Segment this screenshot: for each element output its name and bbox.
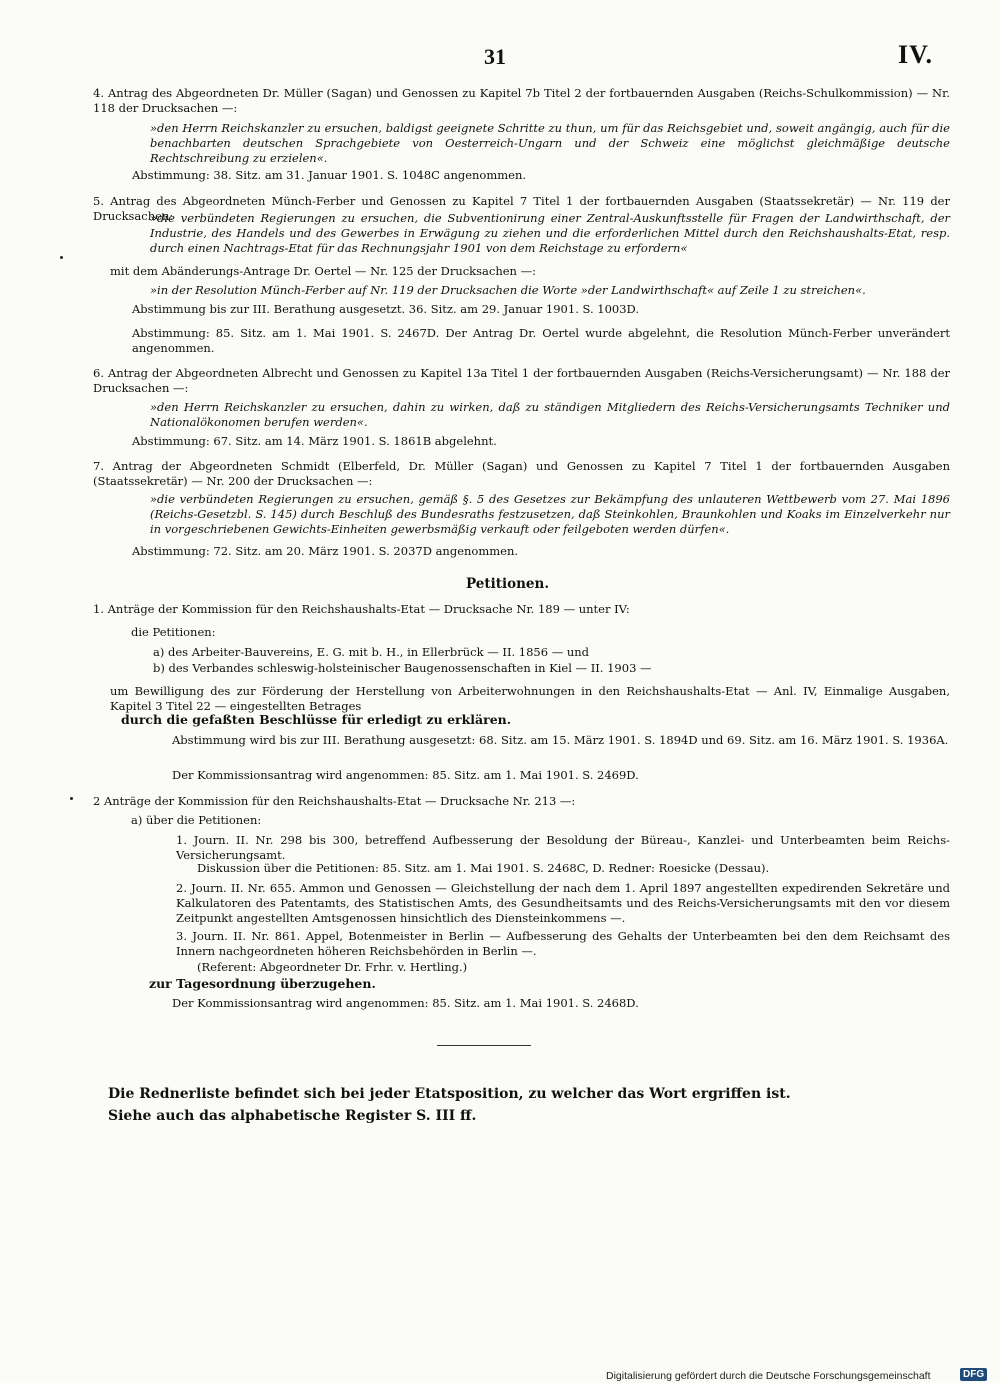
item-4-heading: 4. Antrag des Abgeordneten Dr. Müller (Sagan) und Genossen zu Kapitel 7b Titel 2 der fortbauernden Ausgaben (Reichs-Schulkommission) — Nr. 118 der Drucksachen —: — [93, 86, 950, 115]
item-5-vote-1: Abstimmung bis zur III. Berathung ausgesetzt. 36. Sitz. am 29. Januar 1901. S. 1003D. — [132, 302, 640, 316]
item-6-heading: 6. Antrag der Abgeordneten Albrecht und Genossen zu Kapitel 13a Titel 1 der fortbauernden Ausgaben (Reichs-Versicherungsamt) — Nr. 188 der Drucksachen —: — [93, 366, 950, 395]
petition-2-vote: Der Kommissionsantrag wird angenommen: 85. Sitz. am 1. Mai 1901. S. 2468D. — [172, 996, 639, 1010]
petition-1-vote-1: Abstimmung wird bis zur III. Berathung ausgesetzt: 68. Sitz. am 15. März 1901. S. 1894D und 69. Sitz. am 16. März 1901. S. 1936A. — [172, 733, 949, 747]
petition-1-vote-2: Der Kommissionsantrag wird angenommen: 85. Sitz. am 1. Mai 1901. S. 2469D. — [172, 768, 639, 782]
section-number: IV. — [898, 40, 934, 69]
item-7-heading: 7. Antrag der Abgeordneten Schmidt (Elberfeld, Dr. Müller (Sagan) und Genossen zu Kapitel 7 Titel 1 der fortbauernden Ausgaben (Staatssekretär) — Nr. 200 der Drucksachen —: — [93, 459, 950, 488]
item-5-amendment-quote: »in der Resolution Münch-Ferber auf Nr. 119 der Drucksachen die Worte »der Landwirthschaft« auf Zeile 1 zu streichen«. — [150, 283, 866, 297]
petition-2-intro: a) über die Petitionen: — [131, 813, 262, 827]
petition-1-heading: 1. Anträge der Kommission für den Reichshaushalts-Etat — Drucksache Nr. 189 — unter IV: — [93, 602, 630, 616]
petition-2-decision: zur Tagesordnung überzugehen. — [149, 976, 376, 991]
item-4-vote: Abstimmung: 38. Sitz. am 31. Januar 1901. S. 1048C angenommen. — [132, 168, 527, 182]
petition-2-entry-3-referent: (Referent: Abgeordneter Dr. Frhr. v. Hertling.) — [197, 960, 468, 974]
margin-mark — [70, 797, 73, 800]
petition-2-entry-1-discussion: Diskussion über die Petitionen: 85. Sitz. am 1. Mai 1901. S. 2468C, D. Redner: Roesicke (Dessau). — [197, 861, 770, 875]
section-divider — [437, 1045, 531, 1046]
digitization-credit: Digitalisierung gefördert durch die Deutsche Forschungsgemeinschaft — [606, 1370, 931, 1382]
dfg-logo: DFG — [960, 1368, 987, 1381]
petition-2-entry-2: 2. Journ. II. Nr. 655. Ammon und Genossen — Gleichstellung der nach dem 1. April 1897 angestellten expedirenden Sekretäre und Kalkulatoren des Patentamts, des Statistischen Amts, des Gesundheitsamts und des Reichs-Versicherungsamts mit den vor diesem Zeitpunkt angestellten Amtsgenossen hinsichtlich des Diensteinkommens —. — [176, 881, 950, 925]
item-7-vote: Abstimmung: 72. Sitz. am 20. März 1901. S. 2037D angenommen. — [132, 544, 519, 558]
petition-1-text: um Bewilligung des zur Förderung der Herstellung von Arbeiterwohnungen in den Reichshaushalts-Etat — Anl. IV, Einmalige Ausgaben, Kapitel 3 Titel 22 — eingestellten Betrages — [110, 684, 950, 713]
item-6-quote: »den Herrn Reichskanzler zu ersuchen, dahin zu wirken, daß zu ständigen Mitgliedern des Reichs-Versicherungsamts Techniker und Nationalökonomen berufen werden«. — [150, 400, 950, 429]
item-7-quote: »die verbündeten Regierungen zu ersuchen, gemäß §. 5 des Gesetzes zur Bekämpfung des unlauteren Wettbewerb vom 27. Mai 1896 (Reichs-Gesetzbl. S. 145) durch Beschluß des Bundesraths festzusetzen, daß Steinkohlen, Braunkohlen und Koaks im Einzelverkehr nur in vorgeschriebenen Gewichts-Einheiten gewerbsmäßig verkauft oder feilgeboten werden dürfen«. — [150, 492, 950, 536]
petition-2-entry-3: 3. Journ. II. Nr. 861. Appel, Botenmeister in Berlin — Aufbesserung des Gehalts der Unterbeamten bei den dem Reichsamt des Innern nachgeordneten höheren Reichsbehörden in Berlin —. — [176, 929, 950, 958]
petition-2-heading: 2 Anträge der Kommission für den Reichshaushalts-Etat — Drucksache Nr. 213 —: — [93, 794, 576, 808]
item-5-vote-2: Abstimmung: 85. Sitz. am 1. Mai 1901. S. 2467D. Der Antrag Dr. Oertel wurde abgelehnt, die Resolution Münch-Ferber unverändert angenommen. — [132, 326, 950, 355]
item-6-vote: Abstimmung: 67. Sitz. am 14. März 1901. S. 1861B abgelehnt. — [132, 434, 497, 448]
petition-1-intro: die Petitionen: — [131, 625, 216, 639]
petitions-heading: Petitionen. — [466, 576, 550, 592]
page-number: 31 — [484, 44, 506, 69]
item-5-amendment: mit dem Abänderungs-Antrage Dr. Oertel — Nr. 125 der Drucksachen —: — [110, 264, 536, 278]
petition-1-decision: durch die gefaßten Beschlüsse für erledigt zu erklären. — [121, 712, 512, 727]
petition-1-a: a) des Arbeiter-Bauvereins, E. G. mit b. H., in Ellerbrück — II. 1856 — und — [153, 645, 590, 659]
item-5-quote: »die verbündeten Regierungen zu ersuchen, die Subventionirung einer Zentral-Auskunftsstelle für Fragen der Landwirthschaft, der Industrie, des Handels und des Gewerbes in Erwägung zu ziehen und die erforderlichen Mittel durch den Reichshaushalts-Etat, resp. durch einen Nachtrags-Etat für das Rechnungsjahr 1901 von dem Reichstage zu erfordern« — [150, 211, 950, 255]
margin-mark — [60, 256, 63, 259]
item-5-heading: 5. Antrag des Abgeordneten Münch-Ferber und Genossen zu Kapitel 7 Titel 1 der fortbauernden Ausgaben (Staatssekretär) — Nr. 119 der Drucksachen: — [93, 194, 950, 223]
petition-1-b: b) des Verbandes schleswig-holsteinischer Baugenossenschaften in Kiel — II. 1903 — — [153, 661, 652, 675]
petition-2-entry-1: 1. Journ. II. Nr. 298 bis 300, betreffend Aufbesserung der Besoldung der Büreau-, Kanzlei- und Unterbeamten beim Reichs-Versicherungsamt. — [176, 833, 950, 862]
register-note: Siehe auch das alphabetische Register S. III ff. — [108, 1108, 477, 1124]
item-4-quote: »den Herrn Reichskanzler zu ersuchen, baldigst geeignete Schritte zu thun, um für das Reichsgebiet und, soweit angängig, auch für die benachbarten deutschen Sprachgebiete von Oesterreich-Ungarn und der Schweiz eine möglichst gleichmäßige deutsche Rechtschreibung zu erzielen«. — [150, 121, 950, 165]
speaker-list-note: Die Rednerliste befindet sich bei jeder Etatsposition, zu welcher das Wort ergriffen ist. — [108, 1086, 791, 1102]
